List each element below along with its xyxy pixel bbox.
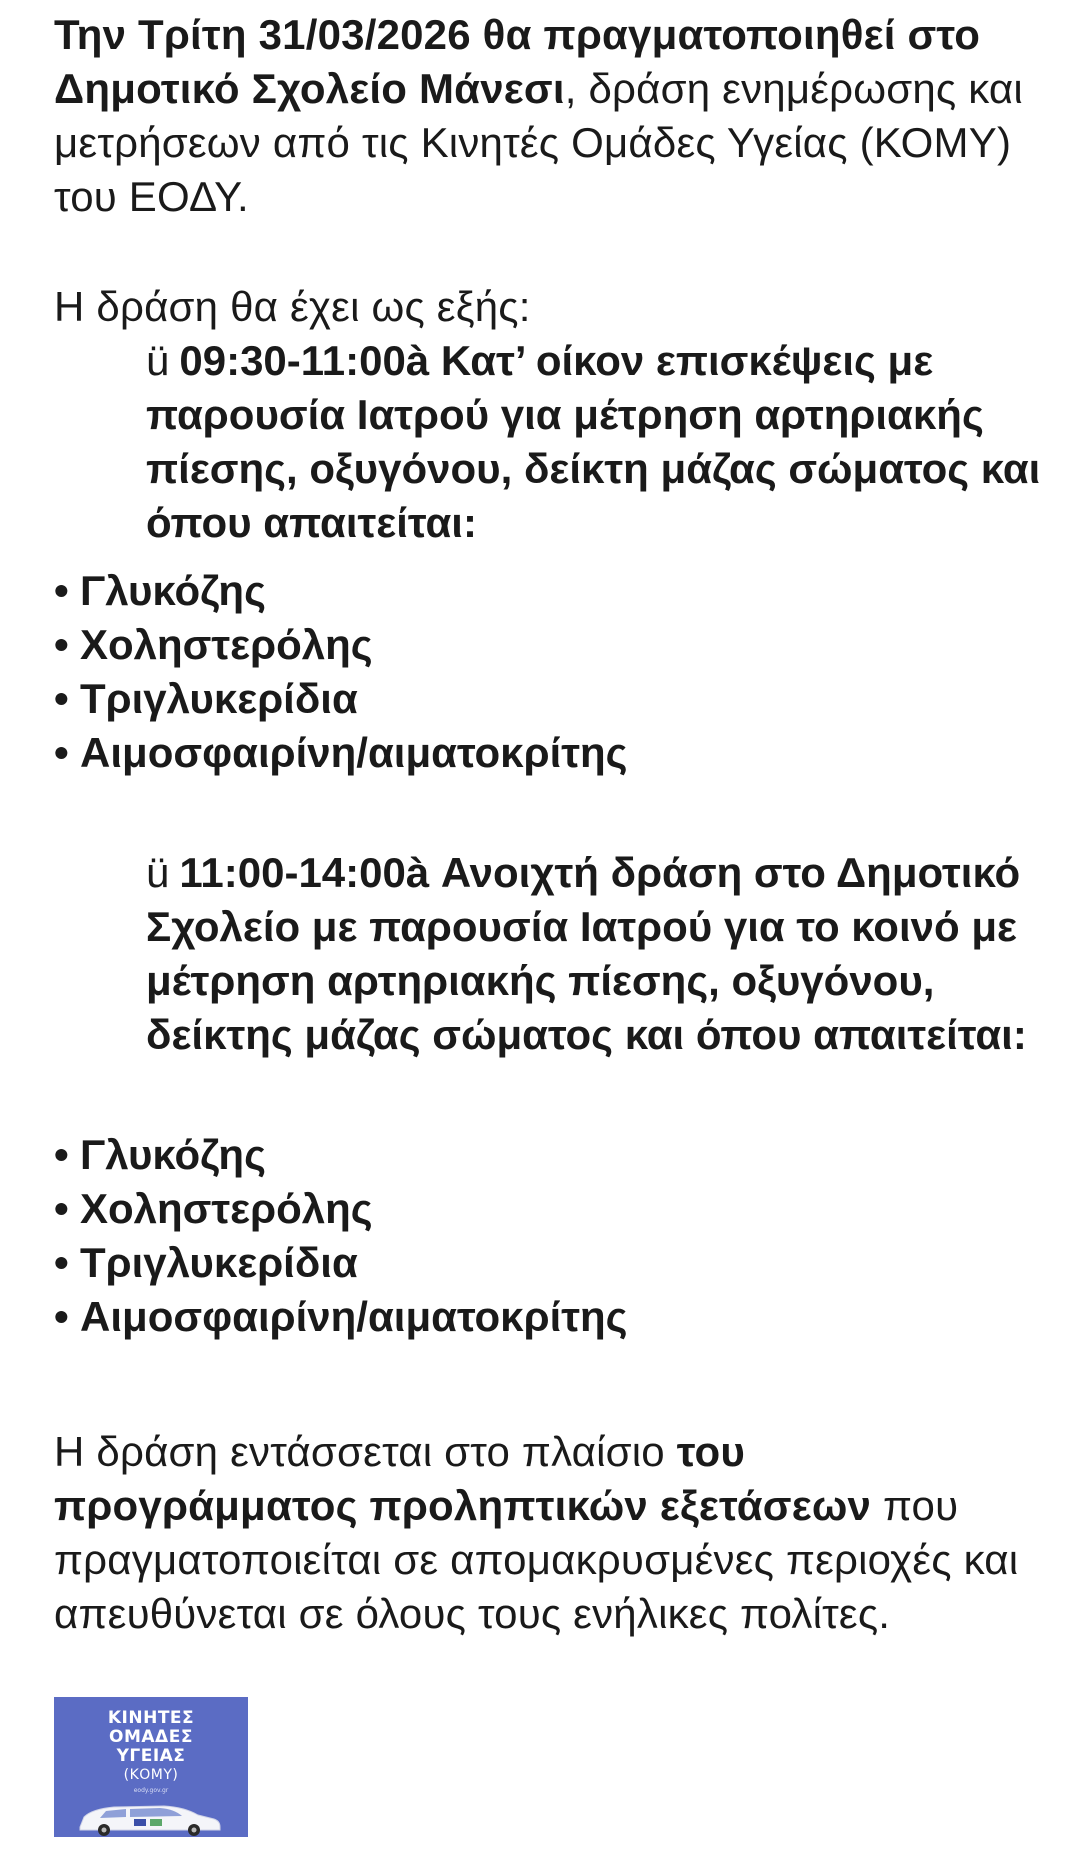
bullet-icon: • (54, 729, 69, 776)
list-item (54, 726, 954, 780)
schedule-item-home-visits (146, 334, 1046, 550)
schedule-item-text: 11:00-14:00à Ανοιχτή δράση στο Δημοτικό Σχολείο με παρουσία Ιατρού για το κοινό με μέτρηση αρτηριακής πίεσης, οξυγόνου, δείκτης μάζας σώματος και όπου απαιτείται: (146, 849, 1027, 1058)
logo-acronym: (ΚΟΜΥ) (123, 1767, 179, 1783)
list-item (54, 564, 954, 618)
intro-paragraph (54, 8, 1054, 224)
bullet-icon: • (54, 675, 69, 722)
intro-text: , δράση ενημέρωσης και μετρήσεων από τις Κινητές Ομάδες Υγείας (ΚΟΜΥ) του ΕΟΔΥ. (54, 65, 1023, 220)
test-name: Χοληστερόλης (80, 1185, 373, 1232)
check-marker: ü (146, 337, 170, 384)
logo-title-line: ΚΙΝΗΤΕΣ (107, 1708, 195, 1728)
komy-logo (54, 1697, 248, 1837)
bullet-icon: • (54, 1131, 69, 1178)
bullet-icon: • (54, 567, 69, 614)
bullet-icon: • (54, 1185, 69, 1232)
check-marker: ü (146, 849, 170, 896)
bullet-icon: • (54, 1239, 69, 1286)
closing-bold-text: του προγράμματος προληπτικών εξετάσεων (54, 1428, 872, 1529)
logo-title-line: ΥΓΕΙΑΣ (116, 1746, 186, 1766)
intro-bold-text: Την Τρίτη 31/03/2026 θα πραγματοποιηθεί στο Δημοτικό Σχολείο Μάνεσι (54, 11, 981, 112)
test-name: Γλυκόζης (80, 567, 266, 614)
logo-title-line: ΟΜΑΔΕΣ (109, 1727, 193, 1747)
list-item (54, 1128, 954, 1182)
closing-paragraph (54, 1425, 1054, 1641)
schedule-item-text: 09:30-11:00à Κατ’ οίκον επισκέψεις με παρουσία Ιατρού για μέτρηση αρτηριακής πίεσης, οξυγόνου, δείκτη μάζας σώματος και όπου απαιτείται: (146, 337, 1041, 546)
list-item (54, 618, 954, 672)
car-icon (74, 1797, 224, 1837)
program-heading: Η δράση θα έχει ως εξής: (54, 283, 531, 330)
test-name: Γλυκόζης (80, 1131, 266, 1178)
tests-list-home-visits (54, 564, 954, 780)
list-item (54, 672, 954, 726)
list-item (54, 1182, 954, 1236)
closing-text-start: Η δράση εντάσσεται στο πλαίσιο (54, 1428, 677, 1475)
list-item (54, 1290, 954, 1344)
list-item (54, 1236, 954, 1290)
test-name: Τριγλυκερίδια (80, 1239, 358, 1286)
tests-list-open-event (54, 1128, 954, 1344)
test-name: Αιμοσφαιρίνη/αιματοκρίτης (80, 1293, 628, 1340)
logo-url: eody.gov.gr (133, 1787, 169, 1794)
test-name: Τριγλυκερίδια (80, 675, 358, 722)
schedule-item-open-event (146, 846, 1046, 1062)
test-name: Αιμοσφαιρίνη/αιματοκρίτης (80, 729, 628, 776)
test-name: Χοληστερόλης (80, 621, 373, 668)
bullet-icon: • (54, 1293, 69, 1340)
closing-text-end: που πραγματοποιείται σε απομακρυσμένες περιοχές και απευθύνεται σε όλους τους ενήλικες πολίτες. (54, 1482, 1019, 1637)
bullet-icon: • (54, 621, 69, 668)
